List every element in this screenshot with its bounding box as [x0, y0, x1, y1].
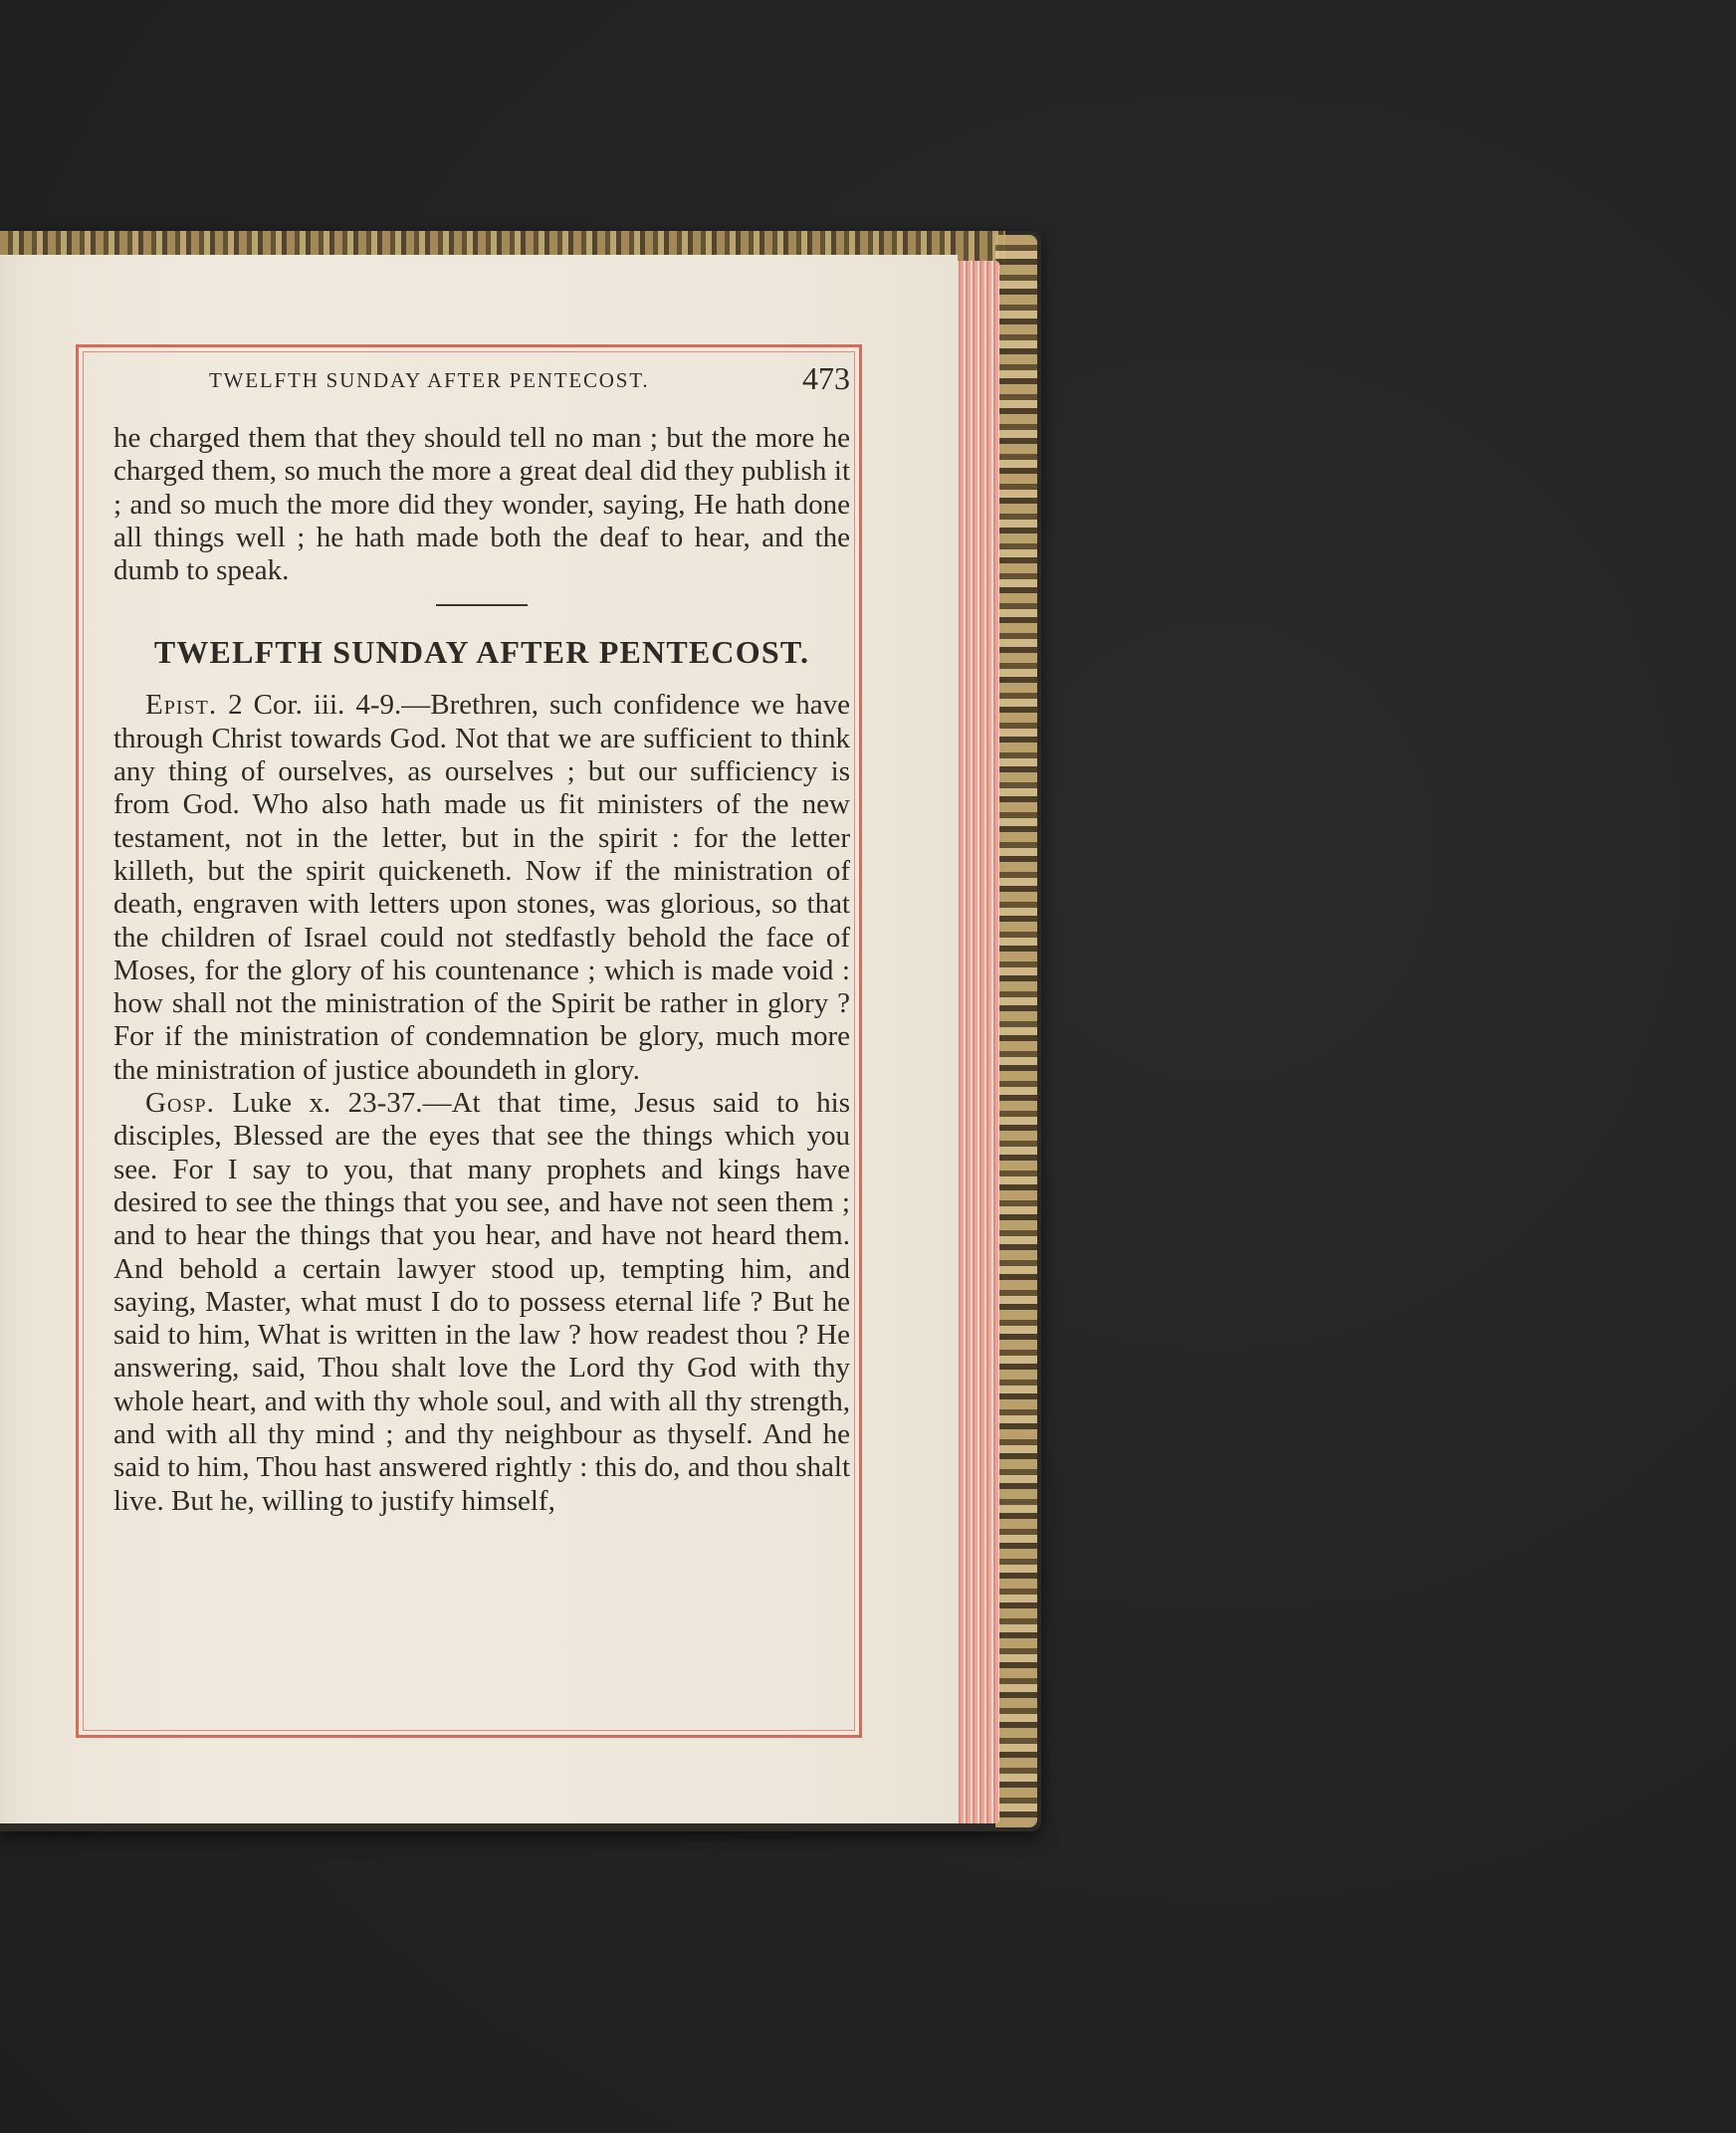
gospel-label: Gosp.: [145, 1087, 215, 1120]
gospel-text: —At that time, Jesus said to his disciples, Blessed are the eyes that see the things which you see. For I say to you, that many prophets and kings have desired to see the things that you see, and have not seen them ; and to hear the things that you hear, and have not heard them. And behold a certain lawyer stood up, tempting him, and saying, Master, what must I do to possess eternal life ? But he said to him, What is written in the law ? how readest thou ? He answering, said, Thou shalt love the Lord thy God with thy whole heart, and with thy whole soul, and with all thy strength, and with all thy mind ; and thy neighbour as thyself. And he said to him, Thou hast answered rightly : this do, and thou shalt live. But he, willing to justify himself,: [113, 1087, 851, 1517]
gospel-reference: Luke x. 23-37.: [232, 1087, 423, 1120]
gospel-paragraph: [113, 1087, 850, 1518]
page-number: 473: [802, 360, 850, 396]
epistle-paragraph: [113, 689, 850, 1087]
continued-paragraph: he charged them that they should tell no man ; but the more he charged them, so much the more a great deal did they publish it ; and so much the more did they wonder, saying, He hath done all things well ; he hath made both the deaf to hear, and the dumb to speak.: [113, 422, 850, 587]
running-head-title: TWELFTH SUNDAY AFTER PENTECOST.: [209, 368, 650, 392]
epistle-text: —Brethren, such confidence we have through Christ towards God. Not that we are sufficient to think any thing of ourselves, as ourselves ; but our sufficiency is from God. Who also hath made us fit ministers of the new testament, not in the letter, but in the spirit : for the letter killeth, but the spirit quickeneth. Now if the ministration of death, engraven with letters upon stones, was glorious, so that the children of Israel could not stedfastly behold the face of Moses, for the glory of his countenance ; which is made void : how shall not the ministration of the Spirit be rather in glory ? For if the ministration of condemnation be glory, much more the ministration of justice aboundeth in glory.: [113, 689, 851, 1086]
page-text-block: [113, 356, 850, 1518]
section-divider: [436, 604, 528, 606]
epistle-reference: 2 Cor. iii. 4-9.: [228, 689, 402, 722]
section-heading: TWELFTH SUNDAY AFTER PENTECOST.: [153, 634, 810, 671]
epistle-label: Epist.: [145, 689, 218, 722]
gilt-cover-edge-right: [995, 235, 1037, 1827]
page-edges: [954, 261, 999, 1823]
running-head: [113, 356, 850, 406]
